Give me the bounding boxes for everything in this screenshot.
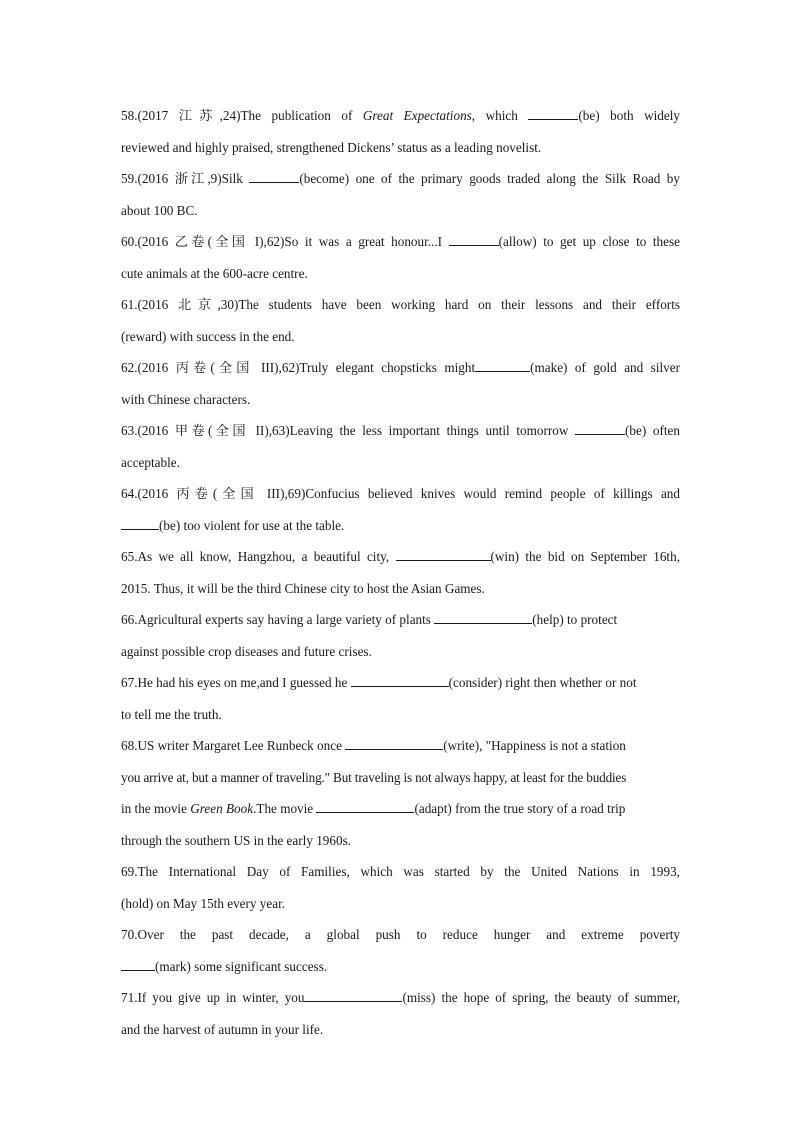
question-64-line-1: [121, 478, 680, 510]
question-text: 63.(2016 甲卷(全国 II),63)Leaving the less important things until tomorrow: [121, 423, 576, 438]
question-text: .The movie: [253, 801, 317, 816]
question-58-line-2: [121, 132, 680, 164]
question-text: against possible crop diseases and future crises.: [121, 643, 372, 659]
question-59: [121, 163, 680, 226]
question-text: 68.US writer Margaret Lee Runbeck once: [121, 738, 346, 753]
question-61-line-1: [121, 289, 680, 321]
answer-blank[interactable]: [575, 422, 625, 435]
answer-blank[interactable]: [345, 737, 443, 750]
question-text: reviewed and highly praised, strengthened Dickens’ status as a leading novelist.: [121, 139, 542, 155]
answer-blank[interactable]: [434, 611, 532, 624]
answer-blank[interactable]: [351, 674, 449, 687]
question-68-line-4: [121, 825, 680, 857]
question-67-line-2: [121, 699, 680, 731]
question-63-line-2: [121, 447, 680, 479]
answer-blank[interactable]: [316, 800, 414, 813]
answer-blank[interactable]: [396, 548, 491, 561]
question-text: 66.Agricultural experts say having a large variety of plants: [121, 612, 435, 627]
question-58: [121, 100, 680, 163]
question-text: cute animals at the 600-acre centre.: [121, 265, 308, 281]
question-67-line-1: [121, 667, 680, 699]
question-64: [121, 478, 680, 541]
question-60-line-2: [121, 258, 680, 290]
question-text: 71.If you give up in winter, you: [121, 990, 305, 1005]
answer-blank[interactable]: [475, 359, 530, 372]
question-text: (reward) with success in the end.: [121, 328, 295, 344]
question-70-line-1: [121, 919, 680, 951]
question-65-line-1: [121, 541, 680, 573]
question-63-line-1: [121, 415, 680, 447]
question-67: [121, 667, 680, 730]
question-text: (be) both widely: [578, 108, 680, 123]
question-text: (consider) right then whether or not: [448, 675, 637, 690]
question-64-line-2: [121, 510, 680, 542]
question-62-line-2: [121, 384, 680, 416]
question-66-line-2: [121, 636, 680, 668]
answer-blank[interactable]: [121, 517, 159, 530]
question-60: [121, 226, 680, 289]
question-text: in the movie: [121, 801, 191, 816]
exercise-page: [121, 100, 680, 1045]
question-text: acceptable.: [121, 454, 180, 470]
question-70-line-2: [121, 951, 680, 983]
question-68-line-2: [121, 762, 680, 794]
question-58-line-1: [121, 100, 680, 132]
question-59-line-1: [121, 163, 680, 195]
question-text: 65.As we all know, Hangzhou, a beautiful city,: [121, 549, 396, 564]
question-61: [121, 289, 680, 352]
answer-blank[interactable]: [449, 233, 499, 246]
question-62: [121, 352, 680, 415]
question-59-line-2: [121, 195, 680, 227]
question-text: through the southern US in the early 1960s.: [121, 832, 352, 848]
question-63: [121, 415, 680, 478]
question-text: (be) often: [625, 423, 680, 438]
question-text: 67.He had his eyes on me,and I guessed he: [121, 675, 351, 690]
question-text: you arrive at, but a manner of traveling." But traveling is not always happy, at least for the buddies: [121, 769, 627, 785]
question-text: (help) to protect: [532, 612, 618, 627]
question-text: (allow) to get up close to these: [498, 234, 680, 249]
question-text: (be) too violent for use at the table.: [159, 517, 345, 533]
question-71-line-1: [121, 982, 680, 1014]
answer-blank[interactable]: [249, 170, 299, 183]
question-60-line-1: [121, 226, 680, 258]
question-text: (make) of gold and silver: [530, 360, 680, 375]
question-65: [121, 541, 680, 604]
question-66-line-1: [121, 604, 680, 636]
question-69: [121, 856, 680, 919]
answer-blank[interactable]: [121, 958, 155, 971]
answer-blank[interactable]: [528, 107, 578, 120]
question-text: 64.(2016 丙卷(全国 III),69)Confucius believed knives would remind people of killings and: [121, 486, 680, 501]
question-text: to tell me the truth.: [121, 706, 222, 722]
question-text: with Chinese characters.: [121, 391, 251, 407]
question-69-line-1: [121, 856, 680, 888]
answer-blank[interactable]: [304, 989, 402, 1002]
question-text: 60.(2016 乙卷(全国 I),62)So it was a great honour...I: [121, 234, 449, 249]
question-70: [121, 919, 680, 982]
question-text: 62.(2016 丙卷(全国 III),62)Truly elegant chopsticks might: [121, 360, 476, 375]
question-text: (write), "Happiness is not a station: [443, 738, 626, 753]
question-69-line-2: [121, 888, 680, 920]
question-text: (miss) the hope of spring, the beauty of summer,: [402, 990, 680, 1005]
question-68: [121, 730, 680, 856]
question-61-line-2: [121, 321, 680, 353]
question-text: 61.(2016 北京,30)The students have been working hard on their lessons and their efforts: [121, 297, 680, 312]
question-text: about 100 BC.: [121, 202, 198, 218]
question-text: (win) the bid on September 16th,: [490, 549, 680, 564]
question-text: 70.Over the past decade, a global push to reduce hunger and extreme poverty: [121, 927, 680, 942]
question-text: (adapt) from the true story of a road trip: [414, 801, 626, 816]
question-text: , which: [471, 108, 529, 123]
question-65-line-2: [121, 573, 680, 605]
question-text: 2015. Thus, it will be the third Chinese city to host the Asian Games.: [121, 580, 485, 596]
question-66: [121, 604, 680, 667]
movie-title: Green Book: [190, 801, 254, 816]
question-71-line-2: [121, 1014, 680, 1046]
question-text: 59.(2016 浙江,9)Silk: [121, 171, 250, 186]
question-68-line-3: [121, 793, 680, 825]
question-68-line-1: [121, 730, 680, 762]
question-text: (mark) some significant success.: [155, 958, 328, 974]
question-text: (become) one of the primary goods traded along the Silk Road by: [299, 171, 680, 186]
question-text: 69.The International Day of Families, which was started by the United Nations in 1993,: [121, 864, 680, 879]
book-title: Great Expectations: [362, 108, 472, 123]
question-62-line-1: [121, 352, 680, 384]
question-71: [121, 982, 680, 1045]
question-text: 58.(2017 江苏,24)The publication of: [121, 108, 363, 123]
question-text: and the harvest of autumn in your life.: [121, 1021, 324, 1037]
question-text: (hold) on May 15th every year.: [121, 895, 286, 911]
